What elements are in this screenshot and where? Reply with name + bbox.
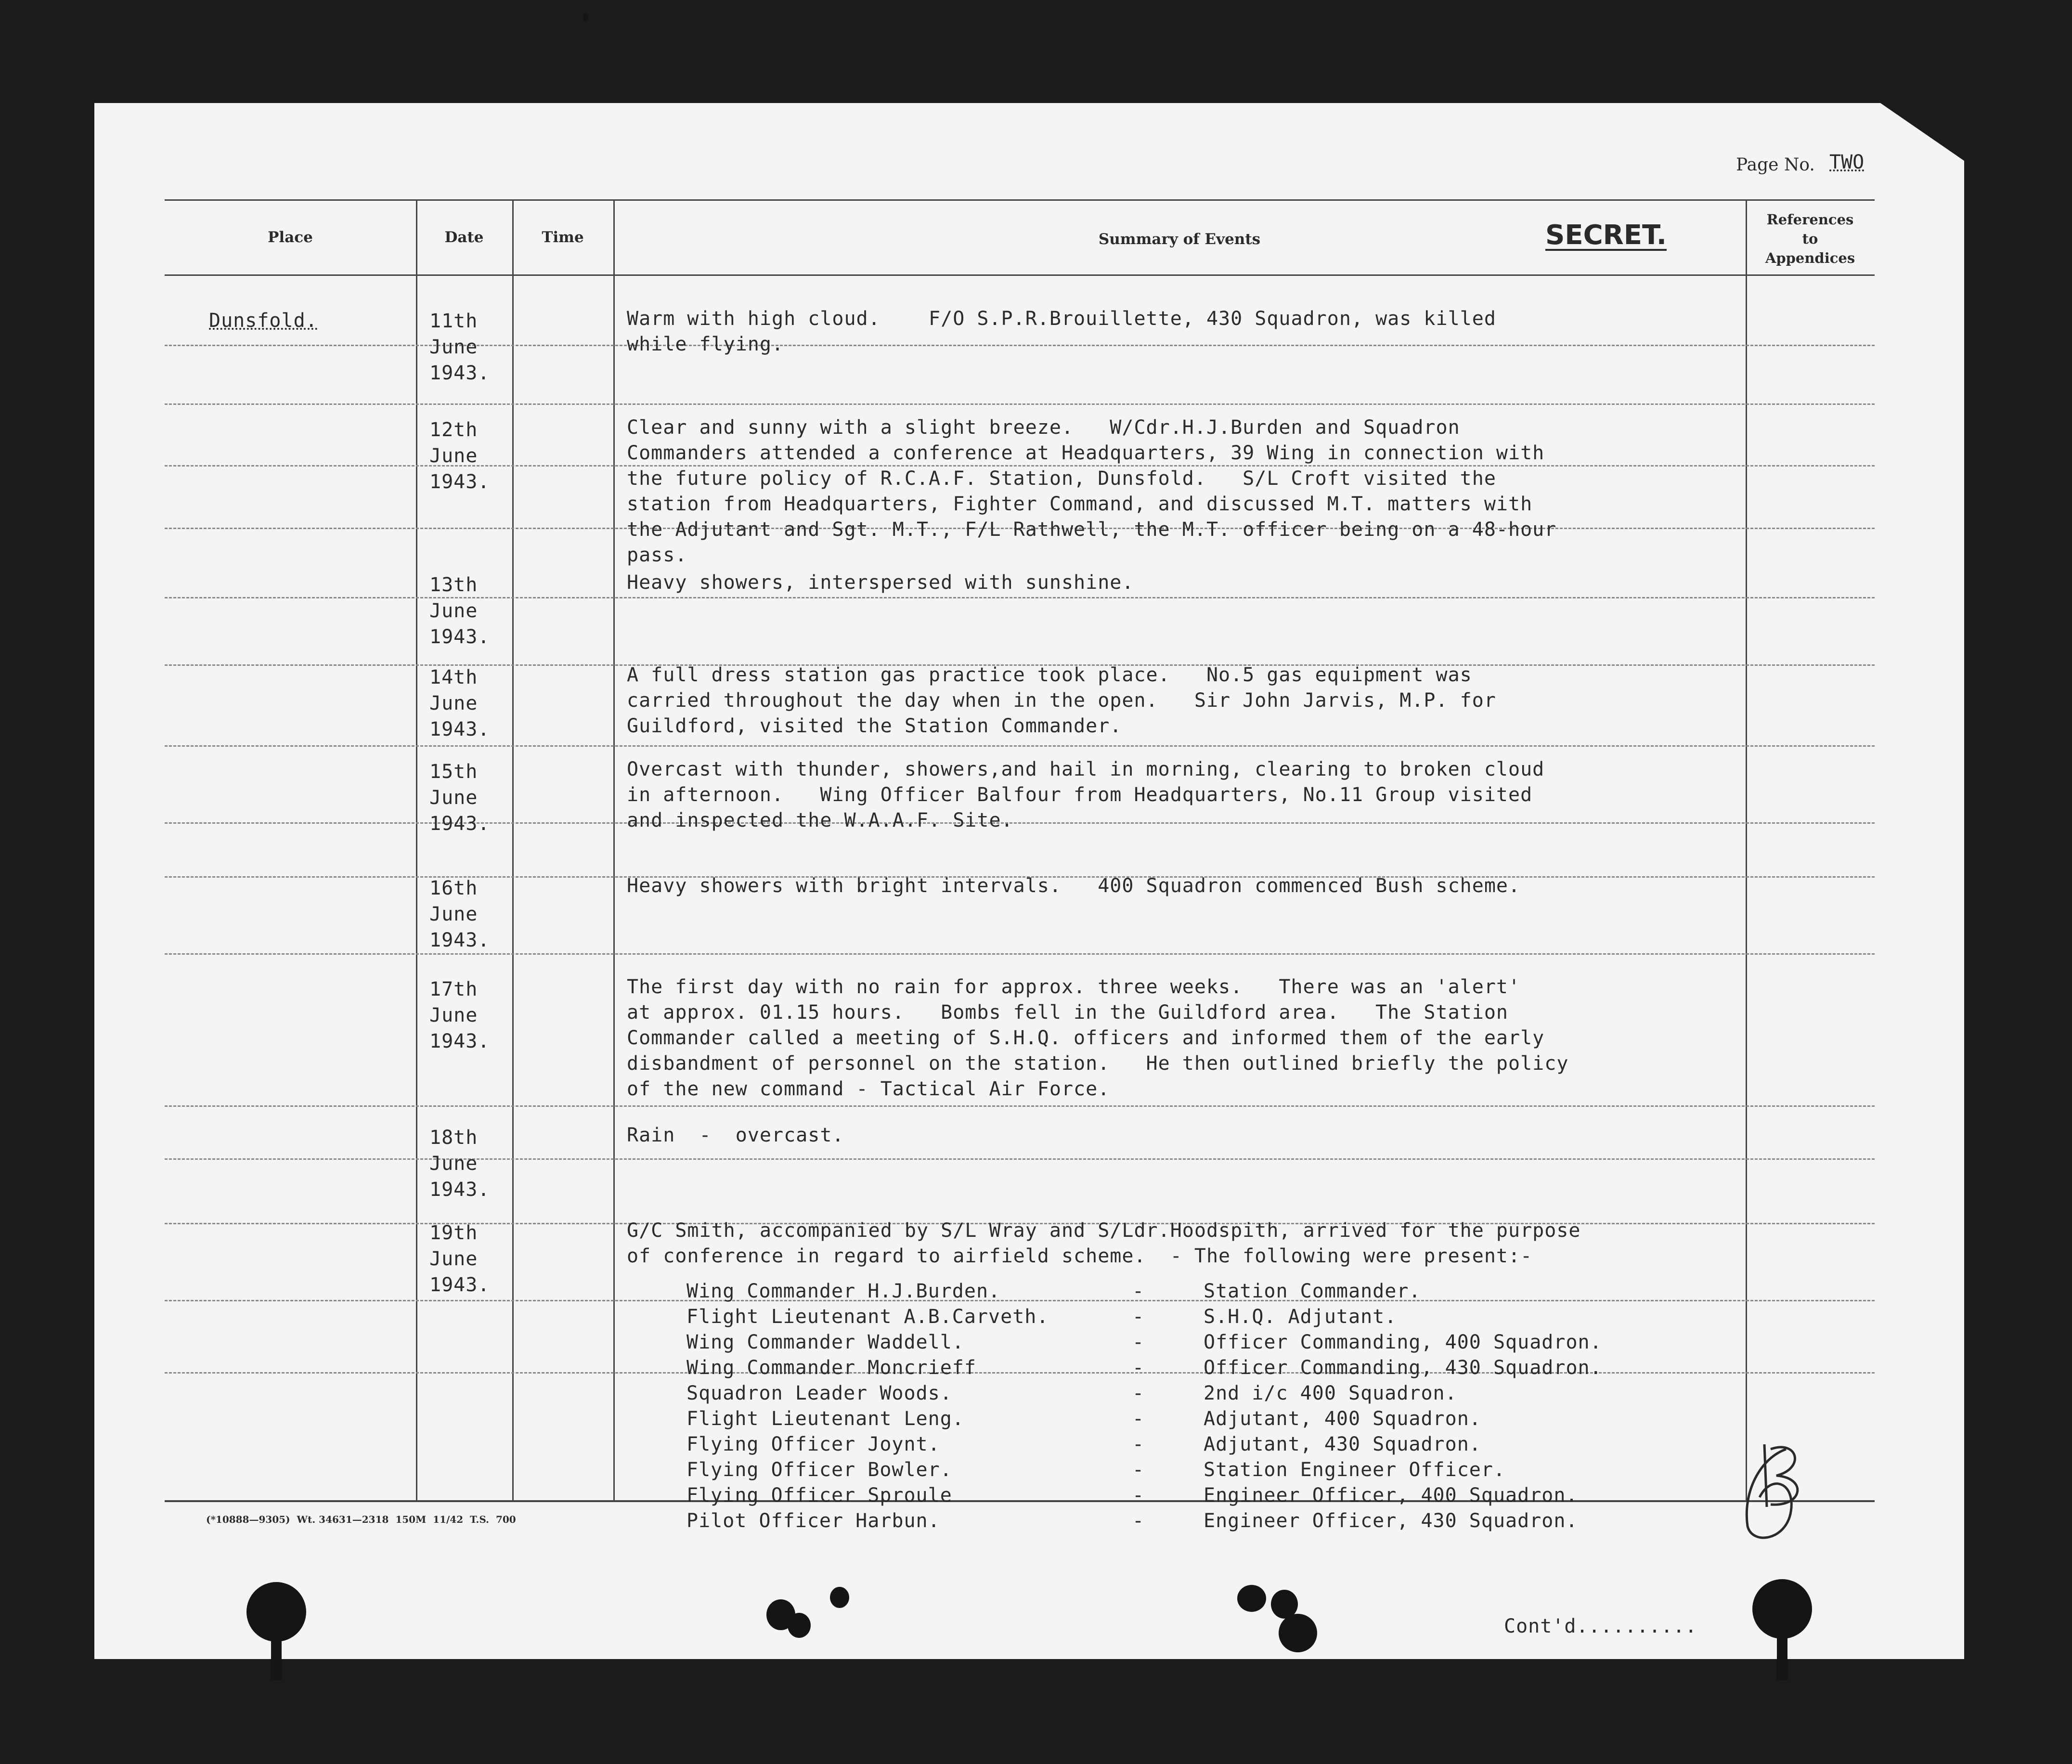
entry-date-month: June bbox=[429, 1248, 478, 1270]
date-column-divider bbox=[512, 199, 514, 1500]
entry-summary-line: Overcast with thunder, showers,and hail in morning, clearing to broken cloud bbox=[627, 758, 1545, 780]
entry-summary-line: of conference in regard to airfield scheme. - The following were present:- bbox=[627, 1245, 1533, 1267]
ink-blot bbox=[583, 13, 588, 22]
entry-date-year: 1943. bbox=[429, 362, 490, 384]
punch-hole-left-stem bbox=[271, 1627, 282, 1680]
entry-date bbox=[429, 1125, 490, 1203]
entry-date-day: 18th bbox=[429, 1127, 478, 1149]
entry-summary-line: in afternoon. Wing Officer Balfour from Headquarters, No.11 Group visited bbox=[627, 784, 1533, 806]
entry-date-month: June bbox=[429, 692, 478, 714]
ink-blot bbox=[788, 1613, 811, 1638]
ruled-line bbox=[165, 403, 1875, 405]
entry-date-month: June bbox=[429, 1004, 478, 1026]
entry-date bbox=[429, 976, 490, 1054]
attendee-dash: - bbox=[1132, 1459, 1145, 1481]
attendee-dash: - bbox=[1132, 1382, 1145, 1404]
entry-date-month: June bbox=[429, 336, 478, 358]
entry-date-year: 1943. bbox=[429, 813, 490, 835]
entry-summary-line: Heavy showers with bright intervals. 400 Squadron commenced Bush scheme. bbox=[627, 875, 1521, 897]
entry-summary-line: Heavy showers, interspersed with sunshine. bbox=[627, 571, 1134, 594]
header-references: References to Appendices bbox=[1765, 211, 1855, 266]
entry-date-day: 13th bbox=[429, 574, 478, 596]
entry-summary-line: of the new command - Tactical Air Force. bbox=[627, 1078, 1110, 1100]
attendee-role: 2nd i/c 400 Squadron. bbox=[1204, 1382, 1457, 1404]
attendee-role: S.H.Q. Adjutant. bbox=[1204, 1306, 1397, 1328]
entry-summary-line: at approx. 01.15 hours. Bombs fell in the Guildford area. The Station bbox=[627, 1001, 1508, 1024]
entry-summary-line: A full dress station gas practice took place. No.5 gas equipment was bbox=[627, 664, 1472, 686]
entry-summary bbox=[627, 570, 1134, 596]
attendee-name: Wing Commander Waddell. bbox=[686, 1331, 964, 1353]
entry-summary-line: Guildford, visited the Station Commander. bbox=[627, 715, 1122, 737]
attendee-role: Engineer Officer, 400 Squadron. bbox=[1204, 1484, 1578, 1506]
entry-summary-line: disbandment of personnel on the station. He then outlined briefly the policy bbox=[627, 1052, 1569, 1075]
entry-summary-line: Clear and sunny with a slight breeze. W/Cdr.H.J.Burden and Squadron bbox=[627, 416, 1460, 439]
secret-stamp: SECRET. bbox=[1545, 220, 1667, 251]
ruled-line bbox=[165, 1158, 1875, 1160]
entry-summary-line: while flying. bbox=[627, 333, 784, 355]
attendee-name: Wing Commander Moncrieff bbox=[686, 1357, 976, 1379]
header-date: Date bbox=[444, 229, 484, 246]
entry-summary bbox=[627, 757, 1544, 833]
attendee-role: Adjutant, 400 Squadron. bbox=[1204, 1408, 1481, 1430]
place-column-divider bbox=[416, 199, 417, 1500]
entry-date-year: 1943. bbox=[429, 1030, 490, 1052]
entry-date bbox=[429, 1220, 490, 1298]
attendee-role: Station Commander. bbox=[1204, 1280, 1421, 1302]
entry-date-month: June bbox=[429, 1153, 478, 1175]
attendee-dash: - bbox=[1132, 1484, 1145, 1506]
attendee-role: Officer Commanding, 430 Squadron. bbox=[1204, 1357, 1602, 1379]
place-dunsfold: Dunsfold. bbox=[209, 310, 318, 332]
attendee-name: Flying Officer Sproule bbox=[686, 1484, 952, 1506]
punch-hole-right-stem bbox=[1777, 1627, 1787, 1680]
page-number-label: Page No. bbox=[1736, 155, 1815, 175]
entry-summary-line: Commander called a meeting of S.H.Q. officers and informed them of the early bbox=[627, 1027, 1545, 1049]
entry-date-year: 1943. bbox=[429, 471, 490, 493]
entry-date bbox=[429, 759, 490, 837]
entry-date-year: 1943. bbox=[429, 1274, 490, 1296]
entry-date-month: June bbox=[429, 445, 478, 467]
ruled-line bbox=[165, 745, 1875, 747]
entry-date-year: 1943. bbox=[429, 1179, 490, 1201]
entry-summary-line: The first day with no rain for approx. three weeks. There was an 'alert' bbox=[627, 976, 1521, 998]
entry-summary-line: station from Headquarters, Fighter Command, and discussed M.T. matters with bbox=[627, 493, 1533, 515]
entry-summary-line: the Adjutant and Sgt. M.T., F/L Rathwell, the M.T. officer being on a 48-hour bbox=[627, 519, 1557, 541]
entry-date-year: 1943. bbox=[429, 929, 490, 951]
continued-note: Cont'd.......... bbox=[1504, 1615, 1697, 1637]
entry-summary-line: pass. bbox=[627, 544, 687, 566]
table-bottom-border bbox=[165, 1500, 1875, 1502]
attendee-dash: - bbox=[1132, 1331, 1145, 1353]
attendee-name: Flying Officer Bowler. bbox=[686, 1459, 952, 1481]
entry-date-day: 12th bbox=[429, 419, 478, 441]
entry-date-year: 1943. bbox=[429, 718, 490, 740]
header-summary: Summary of Events bbox=[1098, 231, 1261, 248]
attendee-name: Flight Lieutenant Leng. bbox=[686, 1408, 964, 1430]
entry-date-month: June bbox=[429, 903, 478, 925]
attendee-dash: - bbox=[1132, 1306, 1145, 1328]
entry-summary-line: and inspected the W.A.A.F. Site. bbox=[627, 809, 1013, 831]
ink-blot bbox=[1279, 1614, 1317, 1652]
entry-date-month: June bbox=[429, 600, 478, 622]
entry-date-day: 11th bbox=[429, 310, 478, 332]
entry-date-year: 1943. bbox=[429, 626, 490, 648]
entry-summary bbox=[627, 974, 1568, 1102]
entry-summary bbox=[627, 1123, 844, 1148]
attendee-role: Officer Commanding, 400 Squadron. bbox=[1204, 1331, 1602, 1353]
entry-summary-line: Rain - overcast. bbox=[627, 1124, 844, 1146]
entry-summary bbox=[627, 415, 1556, 568]
signature-initials bbox=[1714, 1435, 1815, 1550]
entry-date bbox=[429, 308, 490, 386]
entry-summary-line: Commanders attended a conference at Headquarters, 39 Wing in connection with bbox=[627, 442, 1545, 464]
entry-date-day: 17th bbox=[429, 978, 478, 1000]
attendee-name: Pilot Officer Harbun. bbox=[686, 1510, 940, 1532]
entry-date-day: 15th bbox=[429, 761, 478, 783]
attendee-name: Squadron Leader Woods. bbox=[686, 1382, 952, 1404]
entry-summary-line: the future policy of R.C.A.F. Station, Dunsfold. S/L Croft visited the bbox=[627, 467, 1496, 490]
entry-summary-line: carried throughout the day when in the open. Sir John Jarvis, M.P. for bbox=[627, 689, 1496, 712]
entry-date bbox=[429, 417, 490, 495]
entry-date bbox=[429, 664, 490, 742]
entry-summary-line: Warm with high cloud. F/O S.P.R.Brouillette, 430 Squadron, was killed bbox=[627, 308, 1496, 330]
header-bottom-border bbox=[165, 274, 1875, 276]
entry-summary-line: G/C Smith, accompanied by S/L Wray and S/Ldr.Hoodspith, arrived for the purpose bbox=[627, 1219, 1581, 1242]
entry-summary bbox=[627, 1218, 1580, 1269]
ink-blot bbox=[830, 1587, 849, 1608]
time-column-divider bbox=[613, 199, 615, 1500]
attendee-dash: - bbox=[1132, 1510, 1145, 1532]
header-time: Time bbox=[542, 229, 584, 246]
form-code: (*10888—9305) Wt. 34631—2318 150M 11/42 T.S. 700 bbox=[206, 1514, 516, 1525]
attendee-name: Flying Officer Joynt. bbox=[686, 1433, 940, 1455]
attendee-dash: - bbox=[1132, 1408, 1145, 1430]
table-top-border bbox=[165, 199, 1875, 201]
page-number: TWO bbox=[1829, 151, 1865, 173]
attendee-dash: - bbox=[1132, 1280, 1145, 1302]
ruled-line bbox=[165, 953, 1875, 955]
entry-date-day: 16th bbox=[429, 877, 478, 899]
entry-summary bbox=[627, 873, 1520, 899]
entry-summary bbox=[627, 662, 1496, 739]
ink-blot bbox=[1237, 1585, 1266, 1612]
header-place: Place bbox=[268, 229, 313, 246]
entry-date-month: June bbox=[429, 787, 478, 809]
attendee-role: Engineer Officer, 430 Squadron. bbox=[1204, 1510, 1578, 1532]
attendee-name: Wing Commander H.J.Burden. bbox=[686, 1280, 1001, 1302]
attendee-name: Flight Lieutenant A.B.Carveth. bbox=[686, 1306, 1049, 1328]
attendee-role: Station Engineer Officer. bbox=[1204, 1459, 1506, 1481]
entry-date-day: 19th bbox=[429, 1222, 478, 1244]
ruled-line bbox=[165, 597, 1875, 598]
attendee-dash: - bbox=[1132, 1357, 1145, 1379]
ruled-line bbox=[165, 1105, 1875, 1107]
entry-date bbox=[429, 572, 490, 650]
attendee-dash: - bbox=[1132, 1433, 1145, 1455]
entry-date bbox=[429, 875, 490, 953]
ruled-line bbox=[165, 1300, 1875, 1301]
references-column-divider bbox=[1746, 199, 1747, 1500]
attendee-role: Adjutant, 430 Squadron. bbox=[1204, 1433, 1481, 1455]
entry-date-day: 14th bbox=[429, 666, 478, 688]
entry-summary bbox=[627, 306, 1496, 357]
ruled-line bbox=[165, 1372, 1875, 1374]
